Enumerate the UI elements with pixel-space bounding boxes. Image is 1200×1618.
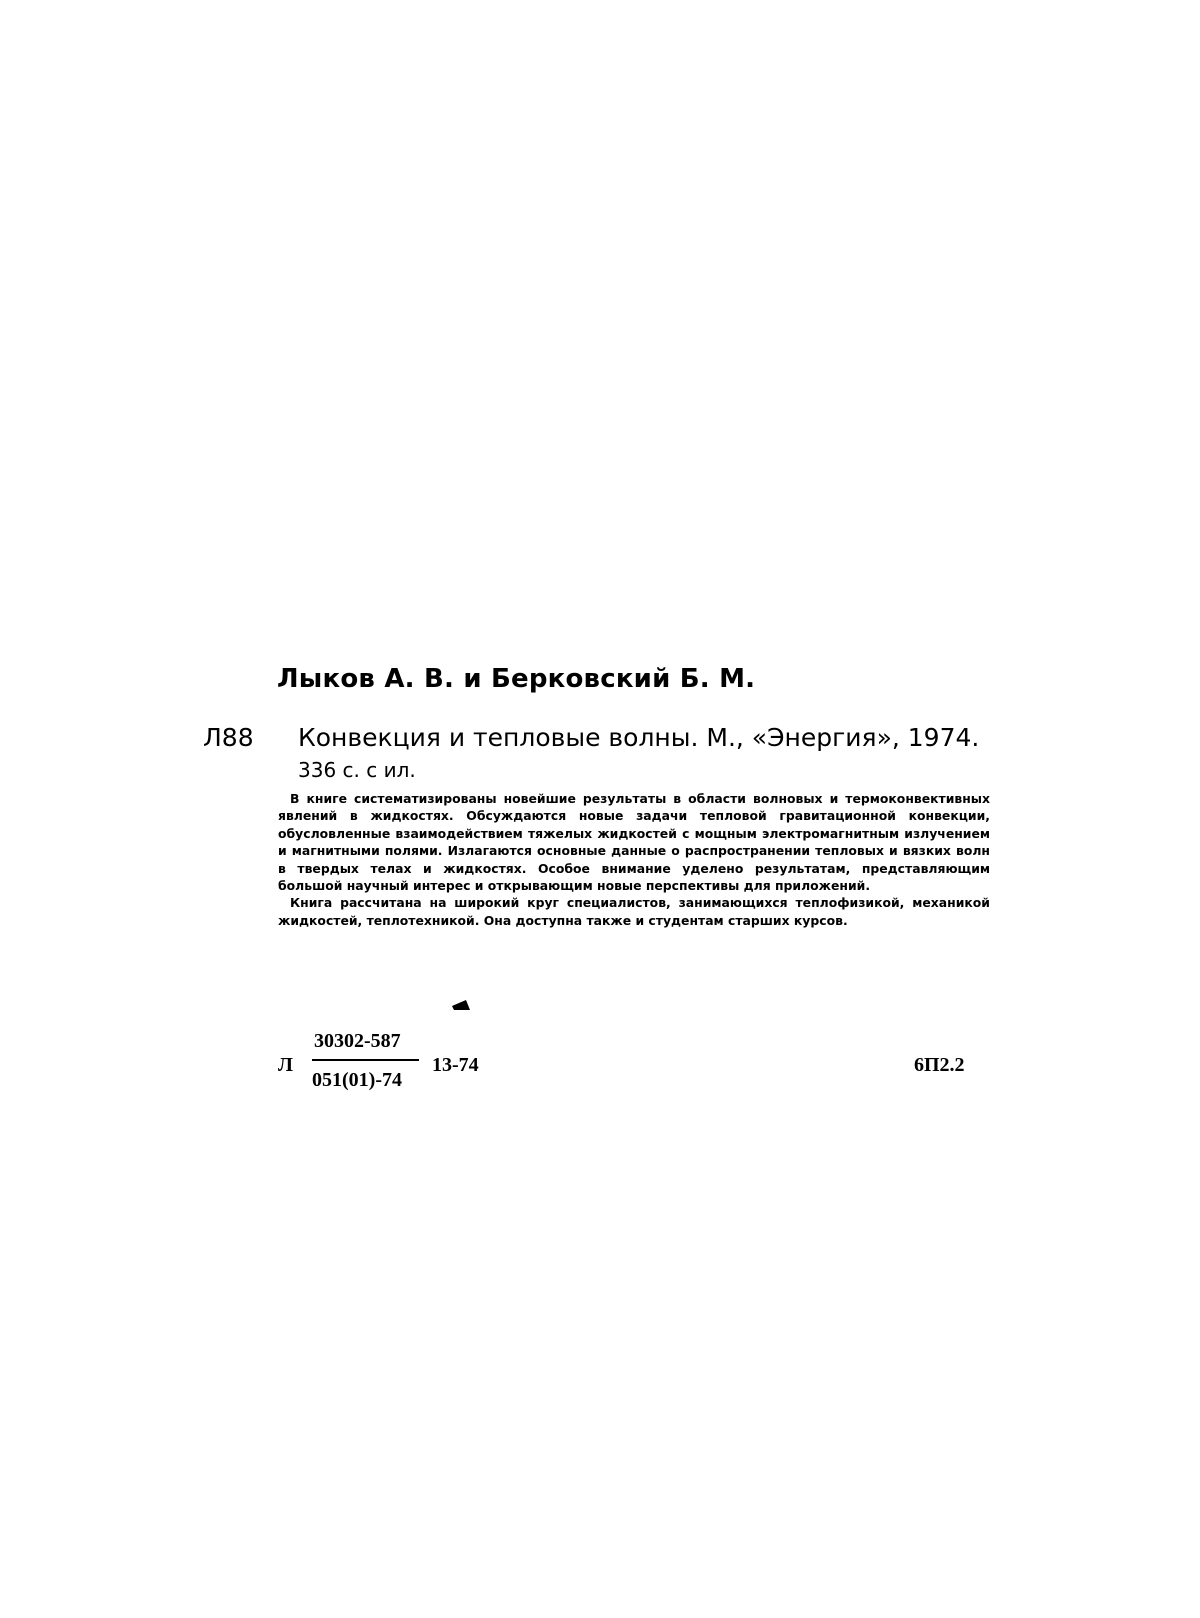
authors-heading: Лыков А. В. и Берковский Б. М. (277, 664, 756, 694)
code-denominator: 051(01)-74 (312, 1069, 402, 1091)
triangle-mark-icon (452, 1000, 470, 1010)
publisher-code-letter: Л (278, 1054, 293, 1076)
publisher-code-fraction (312, 1030, 427, 1092)
publisher-code-suffix: 13-74 (432, 1054, 479, 1076)
abstract-paragraph-2: Книга рассчитана на широкий круг специалистов, занимающихся теплофизикой, механикой жидкостей, теплотехникой. Она доступна также и студентам старших курсов. (278, 895, 990, 928)
code-numerator: 30302-587 (314, 1030, 401, 1052)
abstract-paragraph-1: В книге систематизированы новейшие результаты в области волновых и термоконвективных явлений в жидкостях. Обсуждаются новые задачи тепловой гравитационной конвекции, обусловленные взаимодействием тяжелых жидкостей с мощным электромагнитным излучением и магнитными полями. Излагаются основные данные о распространении тепловых и вязких волн в твердых телах и жидкостях. Особое внимание уделено результатам, представляющим большой научный интерес и открывающим новые перспективы для приложений. (278, 791, 990, 894)
classification-code: 6П2.2 (914, 1054, 965, 1076)
abstract-block (278, 790, 990, 929)
page-count-line: 336 с. с ил. (298, 758, 416, 782)
book-title-line: Конвекция и тепловые волны. М., «Энергия», 1974. (298, 723, 980, 752)
author-index-mark: Л88 (203, 723, 254, 752)
fraction-divider (312, 1059, 419, 1061)
